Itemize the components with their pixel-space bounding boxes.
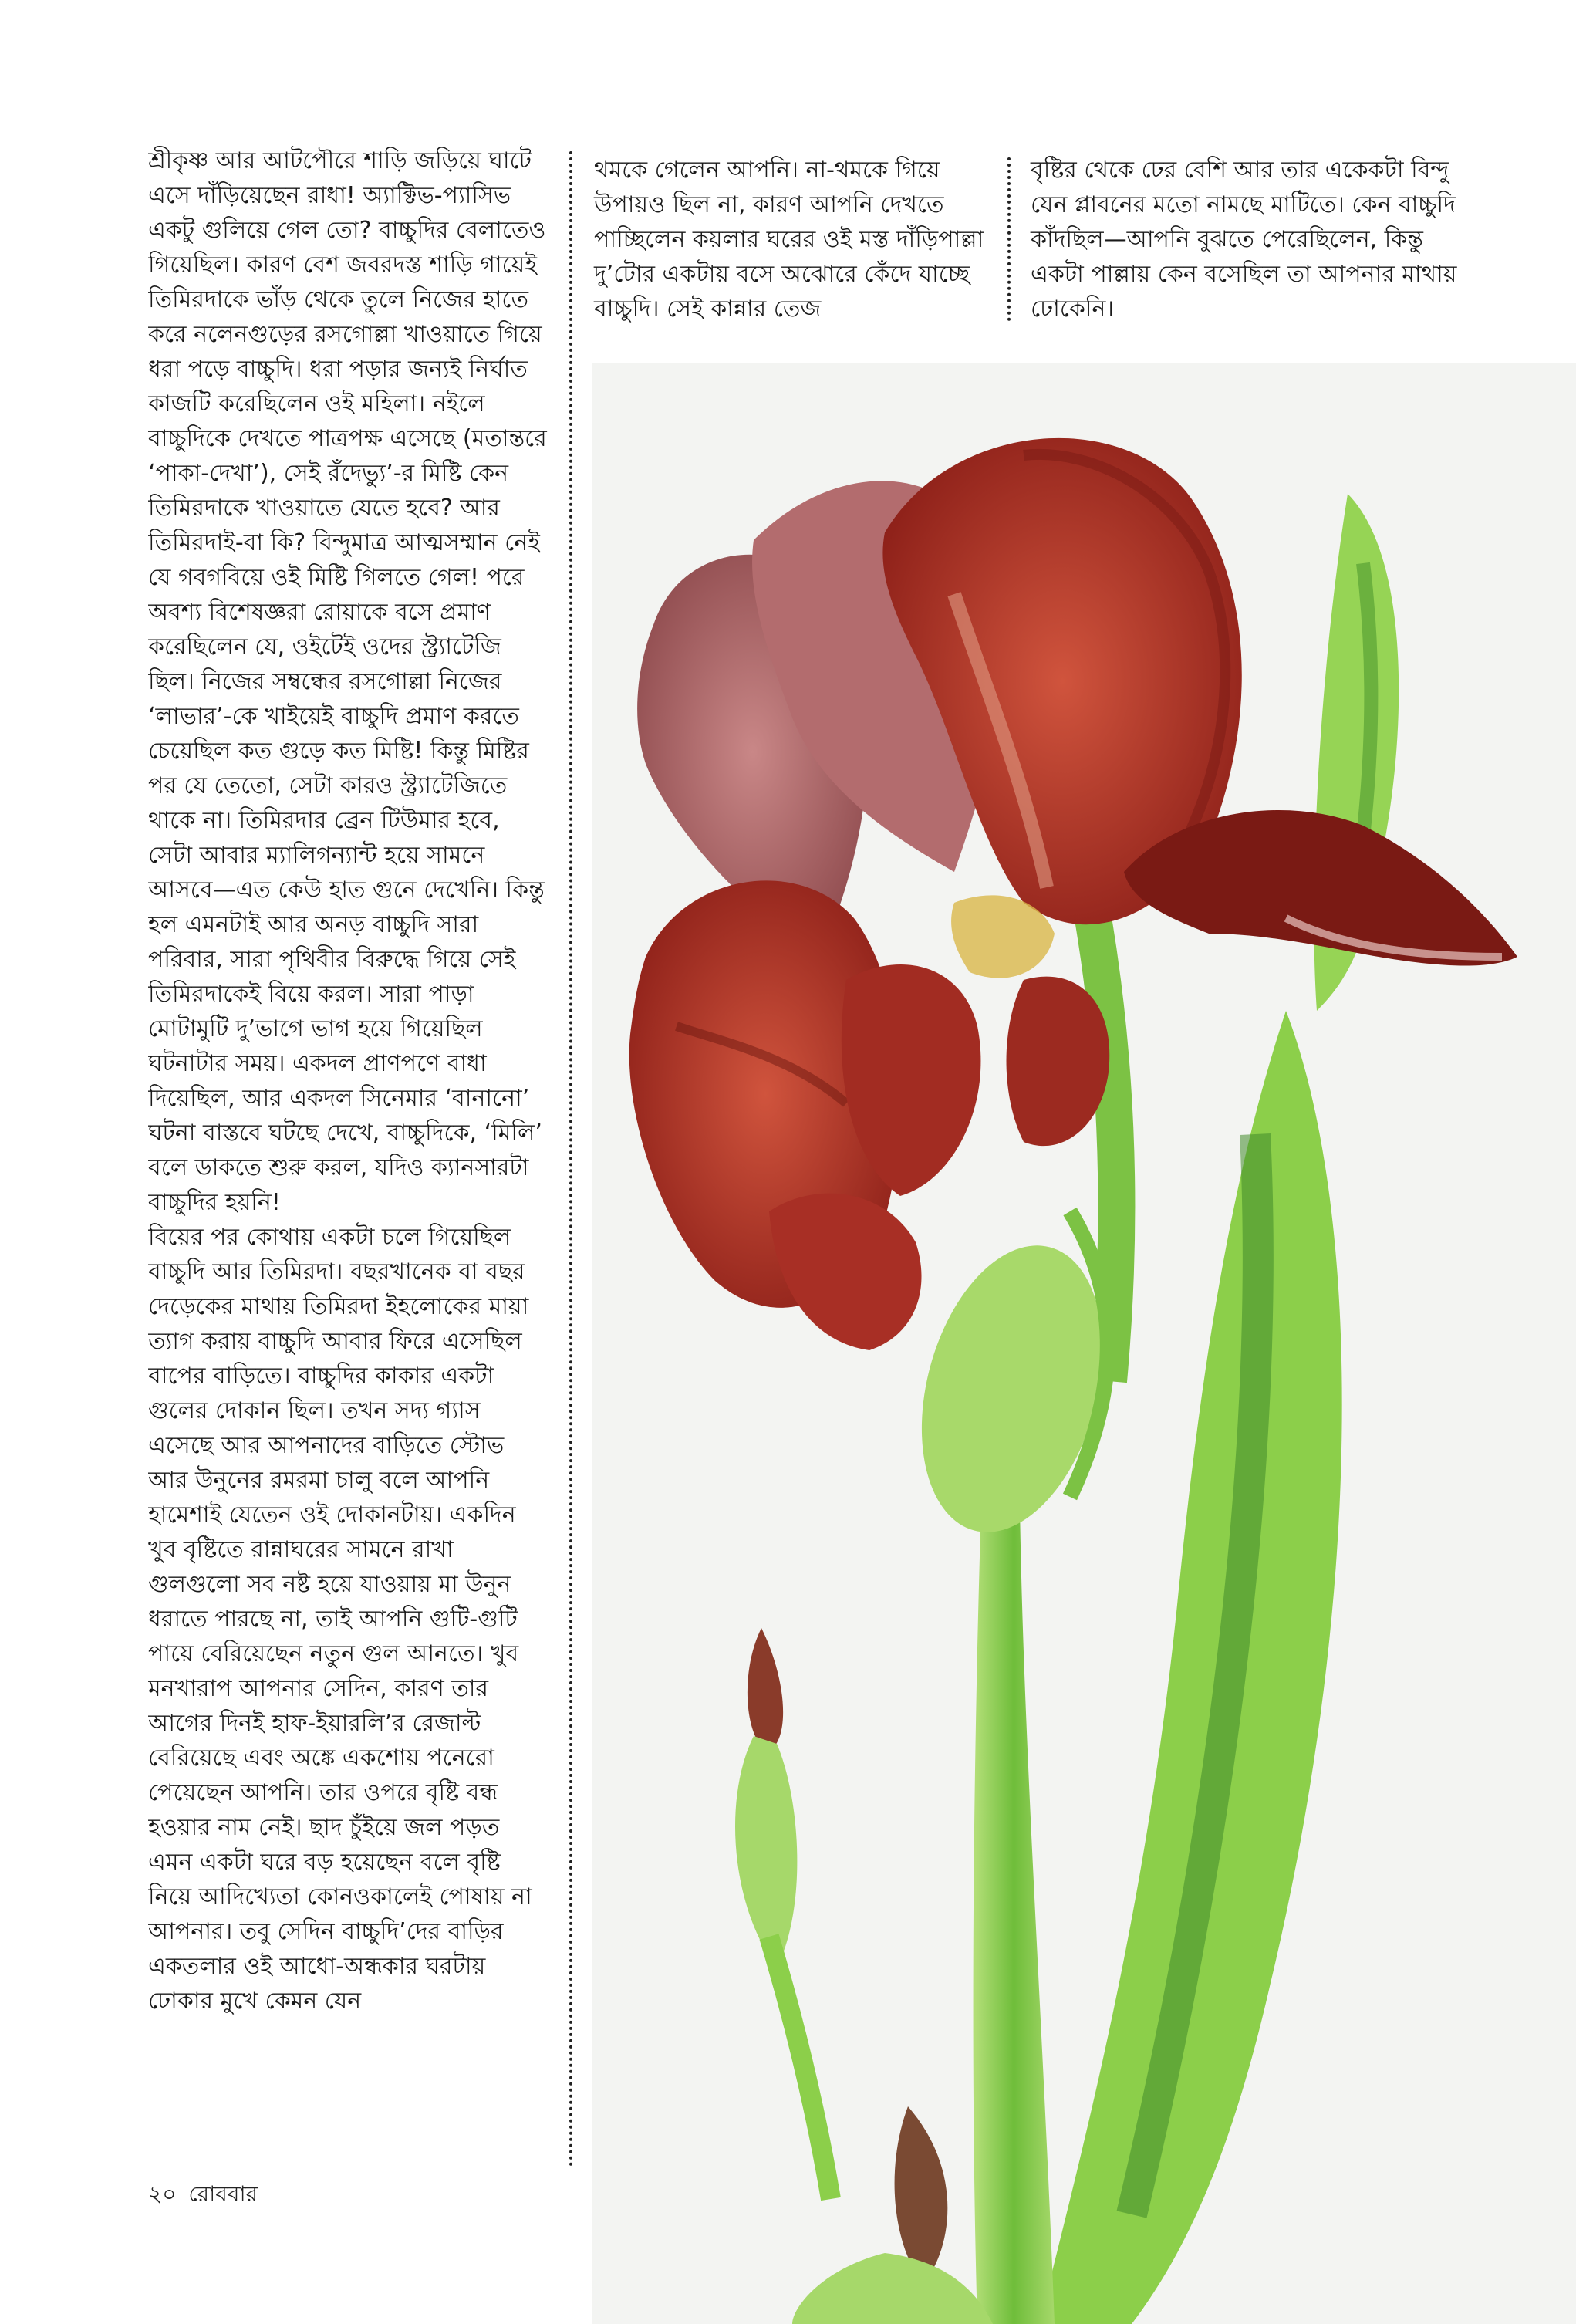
publication-name: রোববার [188, 2181, 258, 2207]
iris-illustration [592, 363, 1576, 2324]
page-footer [148, 2177, 270, 2214]
article-column-2: থমকে গেলেন আপনি। না-থমকে গিয়ে উপায়ও ছিল না, কারণ আপনি দেখতে পাচ্ছিলেন কয়লার ঘরের ওই মস্ত দাঁড়িপাল্লা দু’টোর একটায় বসে অঝোরে কেঁদে যাচ্ছে বাচ্চুদি। সেই কান্নার তেজ [594, 157, 984, 323]
article-column-3: বৃষ্টির থেকে ঢের বেশি আর তার একেকটা বিন্দু যেন প্লাবনের মতো নামছে মাটিতে। কেন বাচ্চুদি কাঁদছিল—আপনি বুঝতে পেরেছিলেন, কিন্তু একটা পাল্লায় কেন বসেছিল তা আপনার মাথায় ঢোকেনি। [1031, 157, 1457, 323]
column-divider [569, 151, 572, 2168]
article-column-1: শ্রীকৃষ্ণ আর আটপৌরে শাড়ি জড়িয়ে ঘাটে এসে দাঁড়িয়েছেন রাধা! অ্যাক্টিভ-প্যাসিভ একটু গুলিয়ে গেল তো? বাচ্চুদির বেলাতেও গিয়েছিল। কারণ বেশ জবরদস্ত শাড়ি গায়েই তিমিরদাকে ভাঁড় থেকে তুলে নিজের হাতে করে নলেনগুড়ের রসগোল্লা খাওয়াতে গিয়ে ধরা পড়ে বাচ্চুদি। ধরা পড়ার জন্যই নির্ঘাত কাজটি করেছিলেন ওই মহিলা। নইলে বাচ্চুদিকে দেখতে পাত্রপক্ষ এসেছে (মতান্তরে ‘পাকা-দেখা’), সেই রঁদেভ্যু’-র মিষ্টি কেন তিমিরদাকে খাওয়াতে যেতে হবে? আর তিমিরদাই-বা কি? বিন্দুমাত্র আত্মসম্মান নেই যে গবগবিয়ে ওই মিষ্টি গিলতে গেল! পরে অবশ্য বিশেষজ্ঞরা রোয়াকে বসে প্রমাণ করেছিলেন যে, ওইটেই ওদের স্ট্র্যাটেজি ছিল। নিজের সম্বন্ধের রসগোল্লা নিজের ‘লাভার’-কে খাইয়েই বাচ্চুদি প্রমাণ করতে চেয়েছিল কত গুড়ে কত মিষ্টি! কিন্তু মিষ্টির পর যে তেতো, সেটা কারও স্ট্র্যাটেজিতে থাকে না। তিমিরদার ব্রেন টিউমার হবে, সেটা আবার ম্যালিগন্যান্ট হয়ে সামনে আসবে—এত কেউ হাত গুনে দেখেনি। কিন্তু হল এমনটাই আর অনড় বাচ্চুদি সারা পরিবার, সারা পৃথিবীর বিরুদ্ধে গিয়ে সেই তিমিরদাকেই বিয়ে করল। সারা পাড়া মোটামুটি দু’ভাগে ভাগ হয়ে গিয়েছিল ঘটনাটার সময়। একদল প্রাণপণে বাধা দিয়েছিল, আর একদল সিনেমার ‘বানানো’ ঘটনা বাস্তবে ঘটছে দেখে, বাচ্চুদিকে, ‘মিলি’ বলে ডাকতে শুরু করল, যদিও ক্যানসারটা বাচ্চুদির হয়নি! বিয়ের পর কোথায় একটা চলে গিয়েছিল বাচ্চুদি আর তিমিরদা। বছরখানেক বা বছর দেড়েকের মাথায় তিমিরদা ইহলোকের মায়া ত্যাগ করায় বাচ্চুদি আবার ফিরে এসেছিল বাপের বাড়িতে। বাচ্চুদির কাকার একটা গুলের দোকান ছিল। তখন সদ্য গ্যাস এসেছে আর আপনাদের বাড়িতে স্টোভ আর উনুনের রমরমা চালু বলে আপনি হামেশাই যেতেন ওই দোকানটায়। একদিন খুব বৃষ্টিতে রান্নাঘরের সামনে রাখা গুলগুলো সব নষ্ট হয়ে যাওয়ায় মা উনুন ধরাতে পারছে না, তাই আপনি গুটি-গুটি পায়ে বেরিয়েছেন নতুন গুল আনতে। খুব মনখারাপ আপনার সেদিন, কারণ তার আগের দিনই হাফ-ইয়ারলি’র রেজাল্ট বেরিয়েছে এবং অঙ্কে একশোয় পনেরো পেয়েছেন আপনি। তার ওপরে বৃষ্টি বন্ধ হওয়ার নাম নেই। ছাদ চুঁইয়ে জল পড়ত এমন একটা ঘরে বড় হয়েছেন বলে বৃষ্টি নিয়ে আদিখ্যেতা কোনওকালেই পোষায় না আপনার। তবু সেদিন বাচ্চুদি’দের বাড়ির একতলার ওই আধো-অন্ধকার ঘরটায় ঢোকার মুখে কেমন যেন [148, 147, 547, 2015]
page-number: ২০ [148, 2181, 177, 2207]
column-divider [1007, 157, 1011, 321]
